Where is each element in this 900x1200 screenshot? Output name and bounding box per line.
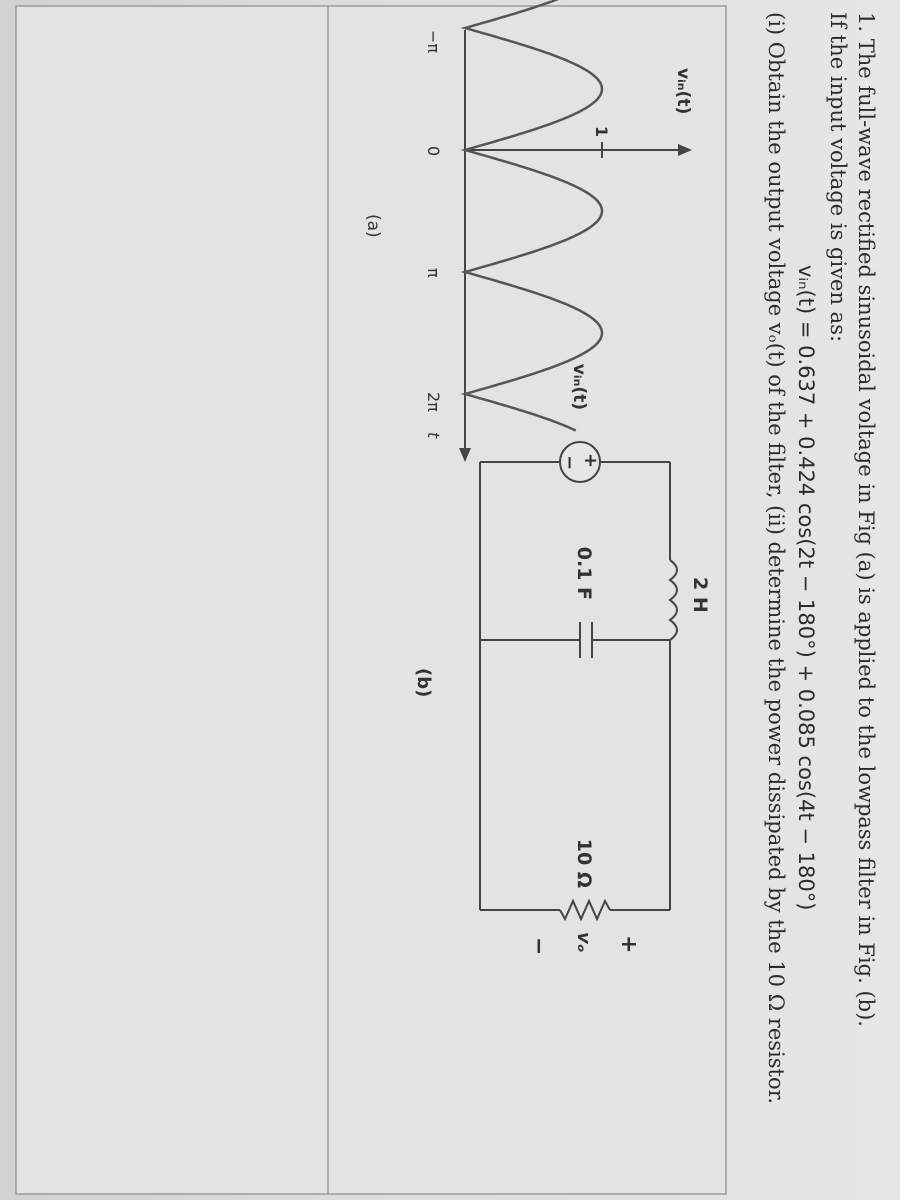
inductor-label: 2 H xyxy=(689,577,711,613)
problem-tasks-line: (i) Obtain the output voltage vₒ(t) of the filter, (ii) determine the power dissipated by the 10 Ω resistor. xyxy=(764,12,788,1105)
tick-pi: π xyxy=(424,268,443,278)
input-voltage-equation: vᵢₙ(t) = 0.637 + 0.424 cos(2t − 180°) + 0.085 cos(4t − 180°) xyxy=(794,265,818,911)
time-label: t xyxy=(424,432,443,439)
peak-label: 1 xyxy=(592,126,611,138)
figure-frame xyxy=(16,6,726,1194)
tick-neg-pi: −π xyxy=(424,30,443,54)
problem-statement-line1: 1. The full-wave rectified sinusoidal voltage in Fig (a) is applied to the lowpass filter in Fig. (b). xyxy=(854,12,878,1027)
vin-axis-label: vᵢₙ(t) xyxy=(673,68,693,115)
output-label: vₒ xyxy=(573,932,594,953)
output-plus: + xyxy=(616,935,641,954)
caption-a: (a) xyxy=(363,214,383,238)
source-label: vᵢₙ(t) xyxy=(569,363,589,410)
resistor-label: 10 Ω xyxy=(573,838,595,888)
tick-two-pi: 2π xyxy=(424,392,443,412)
output-minus: − xyxy=(526,937,551,956)
source-minus: − xyxy=(559,455,580,471)
figures-panel xyxy=(10,0,730,1200)
problem-statement-line2: If the input voltage is given as: xyxy=(826,12,850,343)
caption-b: (b) xyxy=(413,668,434,698)
source-plus: + xyxy=(580,453,601,469)
tick-zero: 0 xyxy=(424,146,443,157)
capacitor-label: 0.1 F xyxy=(573,546,595,600)
